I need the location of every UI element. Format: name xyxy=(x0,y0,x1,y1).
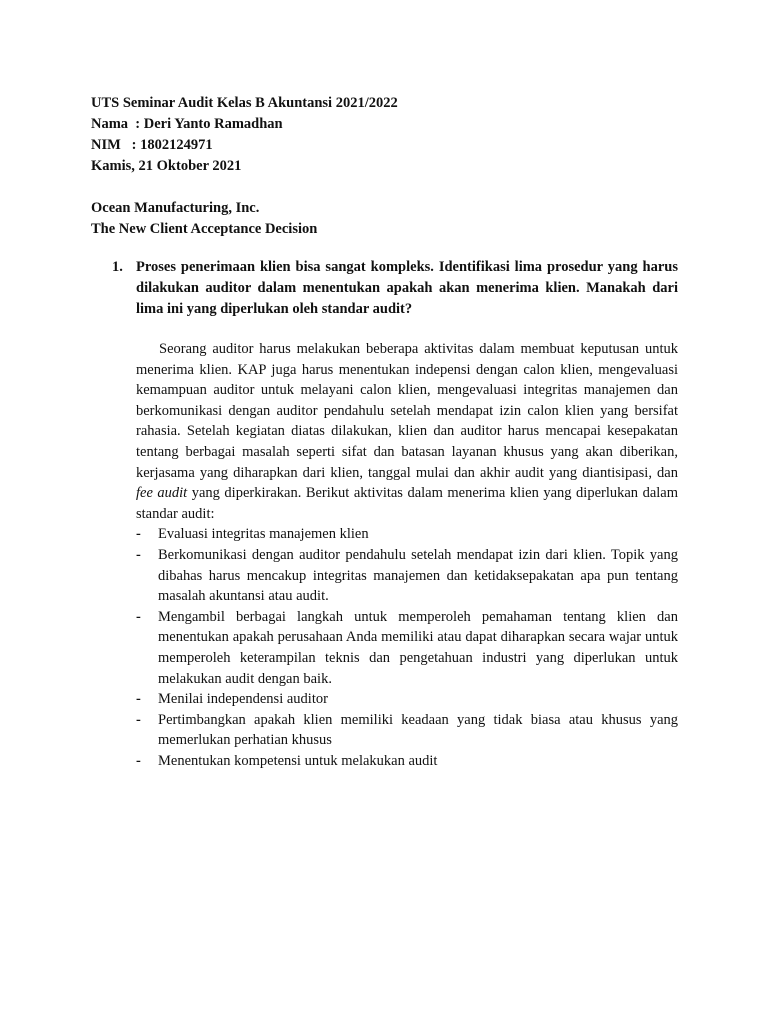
document-header xyxy=(91,93,691,240)
question-1 xyxy=(112,257,678,320)
list-item-text: Menentukan kompetensi untuk melakukan audit xyxy=(158,752,438,769)
spacer xyxy=(91,177,691,198)
list-item-text: Berkomunikasi dengan auditor pendahulu setelah mendapat izin dari klien. Topik yang dibahas harus mencakup integritas manajemen dan ketidaksepakatan apa pun tentang masalah akuntansi atau audit. xyxy=(158,546,678,605)
list-item-text: Evaluasi integritas manajemen klien xyxy=(158,526,369,543)
list-item-text: Mengambil berbagai langkah untuk memperoleh pemahaman tentang klien dan menentukan apakah perusahaan Anda memiliki atau dapat diharapkan secara wajar untuk memperoleh keterampilan teknis dan pengetahuan industri yang diperlukan untuk melakukan audit dengan baik. xyxy=(158,608,678,687)
bullet-dash: - xyxy=(136,546,141,563)
list-item xyxy=(136,751,678,772)
student-name: Nama : Deri Yanto Ramadhan xyxy=(91,116,283,132)
exam-date: Kamis, 21 Oktober 2021 xyxy=(91,158,242,174)
case-title: The New Client Acceptance Decision xyxy=(91,221,318,237)
answer-paragraph-tail: yang diperkirakan. Berikut aktivitas dalam menerima klien yang diperlukan dalam standar audit: xyxy=(136,485,678,522)
list-item xyxy=(136,710,678,751)
student-nim: NIM : 1802124971 xyxy=(91,137,213,153)
exam-title: UTS Seminar Audit Kelas B Akuntansi 2021/2022 xyxy=(91,95,398,111)
bullet-dash: - xyxy=(136,691,141,708)
list-item xyxy=(136,607,678,689)
question-number: 1. xyxy=(112,259,123,275)
answer-paragraph-italic: fee audit xyxy=(136,485,188,502)
list-item-text: Menilai independensi auditor xyxy=(158,691,328,708)
list-item-text: Pertimbangkan apakah klien memiliki keadaan yang tidak biasa atau khusus yang memerlukan perhatian khusus xyxy=(158,711,678,749)
answer-body xyxy=(136,339,678,771)
bullet-dash: - xyxy=(136,526,141,543)
list-item xyxy=(136,524,678,545)
bullet-dash: - xyxy=(136,608,141,625)
bullet-dash: - xyxy=(136,711,141,728)
activity-list xyxy=(136,524,678,771)
bullet-dash: - xyxy=(136,752,141,769)
answer-paragraph-text: Seorang auditor harus melakukan beberapa aktivitas dalam membuat keputusan untuk menerima klien. KAP juga harus menentukan indepensi dengan calon klien, mengevaluasi kemampuan auditor untuk melayani calon klien, mengevaluasi integritas manajemen dan berkomunikasi dengan auditor pendahulu setelah mendapat izin calon klien yang bersifat rahasia. Setelah kegiatan diatas dilakukan, klien dan auditor harus mencapai kesepakatan tentang berbagai masalah seperti sifat dan batasan layanan khusus yang akan diberikan, kerjasama yang diharapkan dari klien, tanggal mulai dan akhir audit yang diantisipasi, dan xyxy=(136,341,678,481)
list-item xyxy=(136,689,678,710)
answer-paragraph xyxy=(136,339,678,524)
question-text: Proses penerimaan klien bisa sangat kompleks. Identifikasi lima prosedur yang harus dilakukan auditor dalam menentukan apakah akan menerima klien. Manakah dari lima ini yang diperlukan oleh standar audit? xyxy=(136,259,678,317)
company-name: Ocean Manufacturing, Inc. xyxy=(91,200,260,216)
list-item xyxy=(136,545,678,607)
